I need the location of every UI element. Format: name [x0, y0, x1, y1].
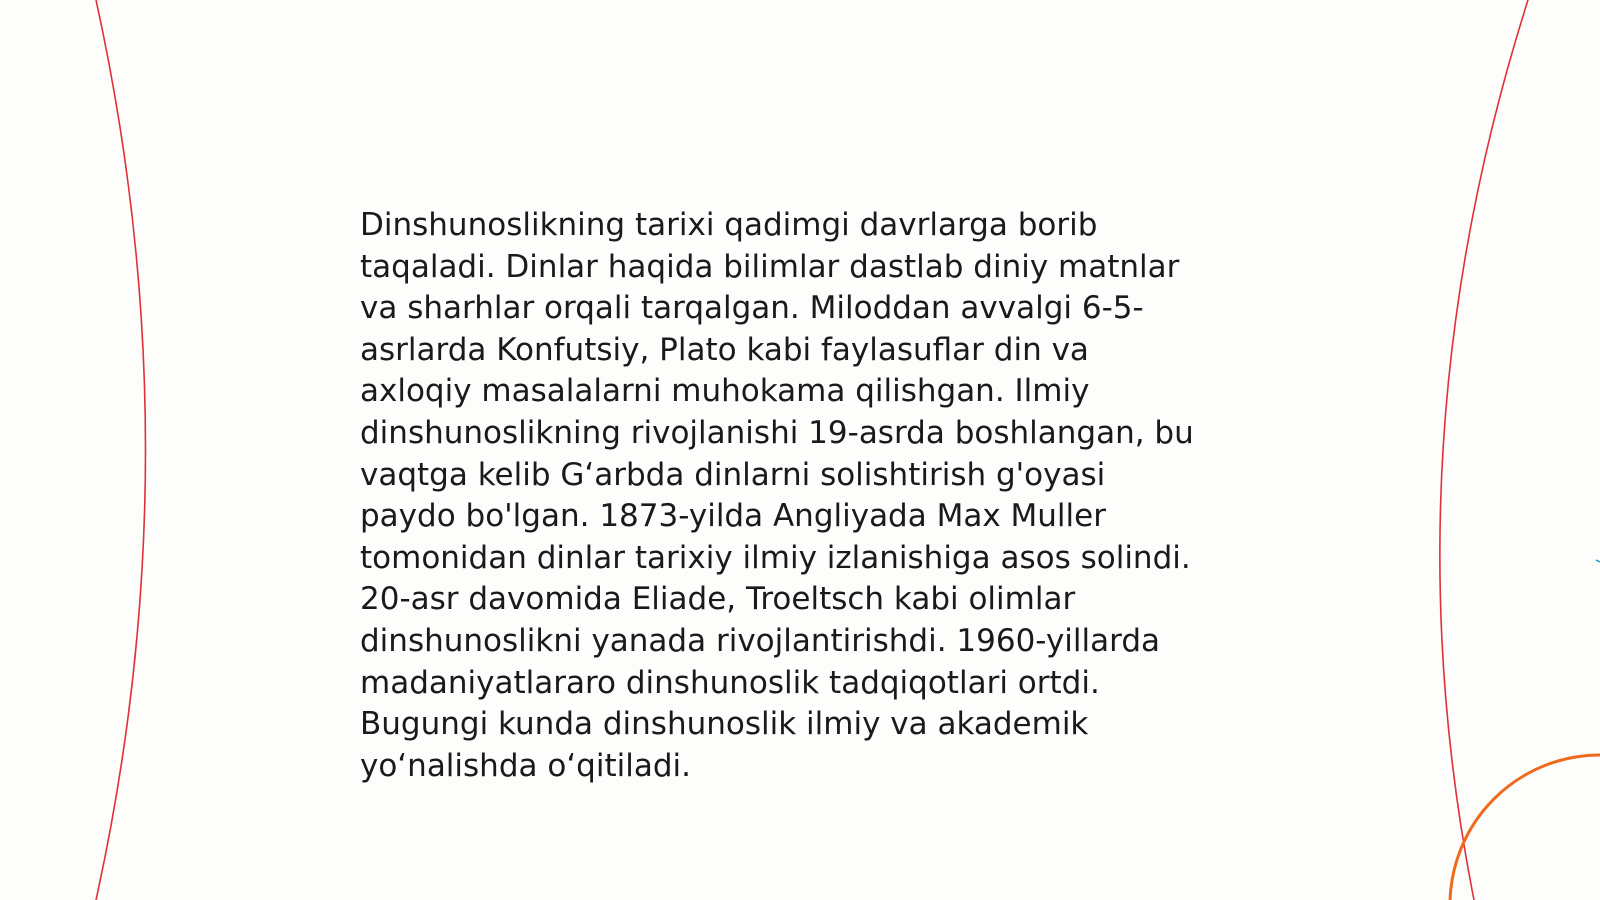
body-line: va sharhlar orqali tarqalgan. Miloddan avvalgi 6-5- [360, 290, 1144, 327]
body-line: asrlarda Konfutsiy, Plato kabi faylasuflar din va [360, 331, 1089, 368]
right-arc-decoration [1440, 0, 1528, 900]
body-line: axloqiy masalalarni muhokama qilishgan. Ilmiy [360, 373, 1090, 410]
body-paragraph [360, 205, 1260, 787]
body-line: 20-asr davomida Eliade, Troeltsch kabi olimlar [360, 581, 1076, 618]
body-line: dinshunoslikni yanada rivojlantirishdi. 1960-yillarda [360, 622, 1161, 659]
corner-circle-decoration [1450, 755, 1600, 900]
body-line: Bugungi kunda dinshunoslik ilmiy va akademik [360, 706, 1089, 743]
body-line: dinshunoslikning rivojlanishi 19-asrda boshlangan, bu [360, 414, 1194, 451]
body-line: yo‘nalishda o‘qitiladi. [360, 747, 691, 784]
left-arc-decoration [96, 0, 146, 900]
edge-tick-decoration [1596, 560, 1600, 562]
body-line: tomonidan dinlar tarixiy ilmiy izlanishiga asos solindi. [360, 539, 1191, 576]
body-line: vaqtga kelib G‘arbda dinlarni solishtirish g'oyasi [360, 456, 1106, 493]
body-line: Dinshunoslikning tarixi qadimgi davrlarga borib [360, 207, 1098, 243]
body-line: taqaladi. Dinlar haqida bilimlar dastlab diniy matnlar [360, 248, 1180, 285]
body-line: paydo bo'lgan. 1873-yilda Angliyada Max Muller [360, 498, 1106, 535]
body-line: madaniyatlararo dinshunoslik tadqiqotlari ortdi. [360, 664, 1100, 701]
